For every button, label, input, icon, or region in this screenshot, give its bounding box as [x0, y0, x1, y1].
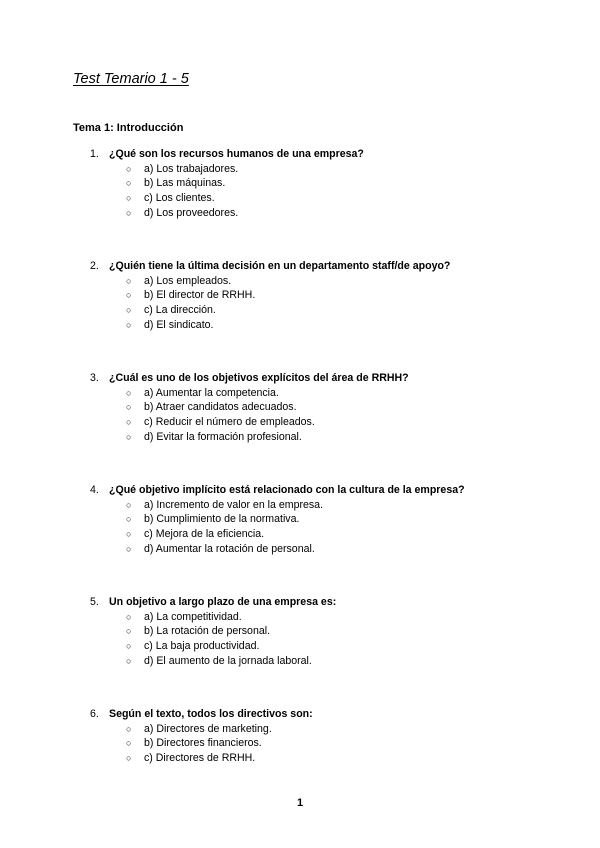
option-text: d) Los proveedores. — [144, 206, 239, 219]
option-text: b) La rotación de personal. — [144, 625, 271, 638]
option-text: b) Directores financieros. — [144, 737, 262, 750]
option-text: a) Incremento de valor en la empresa. — [144, 498, 324, 511]
option-b — [0, 176, 600, 191]
option-c — [0, 639, 600, 654]
option-text: c) La baja productividad. — [144, 640, 260, 653]
circle-bullet-icon: ○ — [126, 178, 132, 189]
question-3 — [0, 371, 600, 445]
question-number: 4. — [90, 484, 99, 496]
option-c — [0, 751, 600, 766]
option-d — [0, 542, 600, 557]
option-text: b) Atraer candidatos adecuados. — [144, 401, 297, 414]
option-c — [0, 303, 600, 318]
question-number: 2. — [90, 260, 99, 272]
option-d — [0, 430, 600, 445]
circle-bullet-icon: ○ — [126, 514, 132, 525]
option-a — [0, 386, 600, 401]
option-a — [0, 162, 600, 177]
circle-bullet-icon: ○ — [126, 626, 132, 637]
question-text: ¿Qué son los recursos humanos de una empresa? — [109, 148, 364, 160]
option-text: c) Los clientes. — [144, 192, 215, 205]
question-text: Un objetivo a largo plazo de una empresa es: — [109, 596, 337, 608]
option-text: a) La competitividad. — [144, 610, 242, 623]
question-text: Según el texto, todos los directivos son: — [109, 708, 313, 720]
circle-bullet-icon: ○ — [126, 319, 132, 330]
circle-bullet-icon: ○ — [126, 655, 132, 666]
question-number: 6. — [90, 708, 99, 720]
option-d — [0, 318, 600, 333]
question-text: ¿Cuál es uno de los objetivos explícitos del área de RRHH? — [109, 372, 409, 384]
circle-bullet-icon: ○ — [126, 163, 132, 174]
option-text: c) Reducir el número de empleados. — [144, 416, 315, 429]
circle-bullet-icon: ○ — [126, 402, 132, 413]
option-text: b) Las máquinas. — [144, 177, 226, 190]
circle-bullet-icon: ○ — [126, 753, 132, 764]
option-a — [0, 498, 600, 513]
option-c — [0, 527, 600, 542]
question-2 — [0, 259, 600, 333]
option-a — [0, 274, 600, 289]
option-b — [0, 400, 600, 415]
option-text: d) Evitar la formación profesional. — [144, 430, 302, 443]
option-d — [0, 206, 600, 221]
option-text: a) Los empleados. — [144, 274, 232, 287]
question-text: ¿Qué objetivo implícito está relacionado con la cultura de la empresa? — [109, 484, 465, 496]
section-heading: Tema 1: Introducción — [73, 122, 184, 134]
option-text: a) Directores de marketing. — [144, 722, 272, 735]
question-5 — [0, 595, 600, 669]
option-b — [0, 736, 600, 751]
option-b — [0, 512, 600, 527]
circle-bullet-icon: ○ — [126, 290, 132, 301]
option-text: a) Los trabajadores. — [144, 162, 239, 175]
question-number: 5. — [90, 596, 99, 608]
option-text: d) Aumentar la rotación de personal. — [144, 542, 315, 555]
option-text: c) La dirección. — [144, 304, 216, 317]
option-text: c) Directores de RRHH. — [144, 752, 256, 765]
circle-bullet-icon: ○ — [126, 611, 132, 622]
option-d — [0, 654, 600, 669]
option-c — [0, 415, 600, 430]
circle-bullet-icon: ○ — [126, 499, 132, 510]
circle-bullet-icon: ○ — [126, 193, 132, 204]
circle-bullet-icon: ○ — [126, 387, 132, 398]
circle-bullet-icon: ○ — [126, 305, 132, 316]
option-text: b) Cumplimiento de la normativa. — [144, 513, 300, 526]
question-1 — [0, 147, 600, 221]
question-text: ¿Quién tiene la última decisión en un departamento staff/de apoyo? — [109, 260, 451, 272]
circle-bullet-icon: ○ — [126, 417, 132, 428]
circle-bullet-icon: ○ — [126, 275, 132, 286]
option-b — [0, 624, 600, 639]
question-4 — [0, 483, 600, 557]
option-text: b) El director de RRHH. — [144, 289, 256, 302]
option-c — [0, 191, 600, 206]
circle-bullet-icon: ○ — [126, 723, 132, 734]
page-number: 1 — [296, 797, 304, 809]
question-6 — [0, 707, 600, 766]
circle-bullet-icon: ○ — [126, 543, 132, 554]
circle-bullet-icon: ○ — [126, 431, 132, 442]
question-number: 3. — [90, 372, 99, 384]
option-a — [0, 722, 600, 737]
question-number: 1. — [90, 148, 99, 160]
option-text: a) Aumentar la competencia. — [144, 386, 279, 399]
option-a — [0, 610, 600, 625]
circle-bullet-icon: ○ — [126, 207, 132, 218]
circle-bullet-icon: ○ — [126, 641, 132, 652]
option-b — [0, 288, 600, 303]
document-title: Test Temario 1 - 5 — [73, 71, 189, 87]
option-text: d) El sindicato. — [144, 318, 214, 331]
option-text: d) El aumento de la jornada laboral. — [144, 654, 312, 667]
circle-bullet-icon: ○ — [126, 529, 132, 540]
option-text: c) Mejora de la eficiencia. — [144, 528, 265, 541]
circle-bullet-icon: ○ — [126, 738, 132, 749]
